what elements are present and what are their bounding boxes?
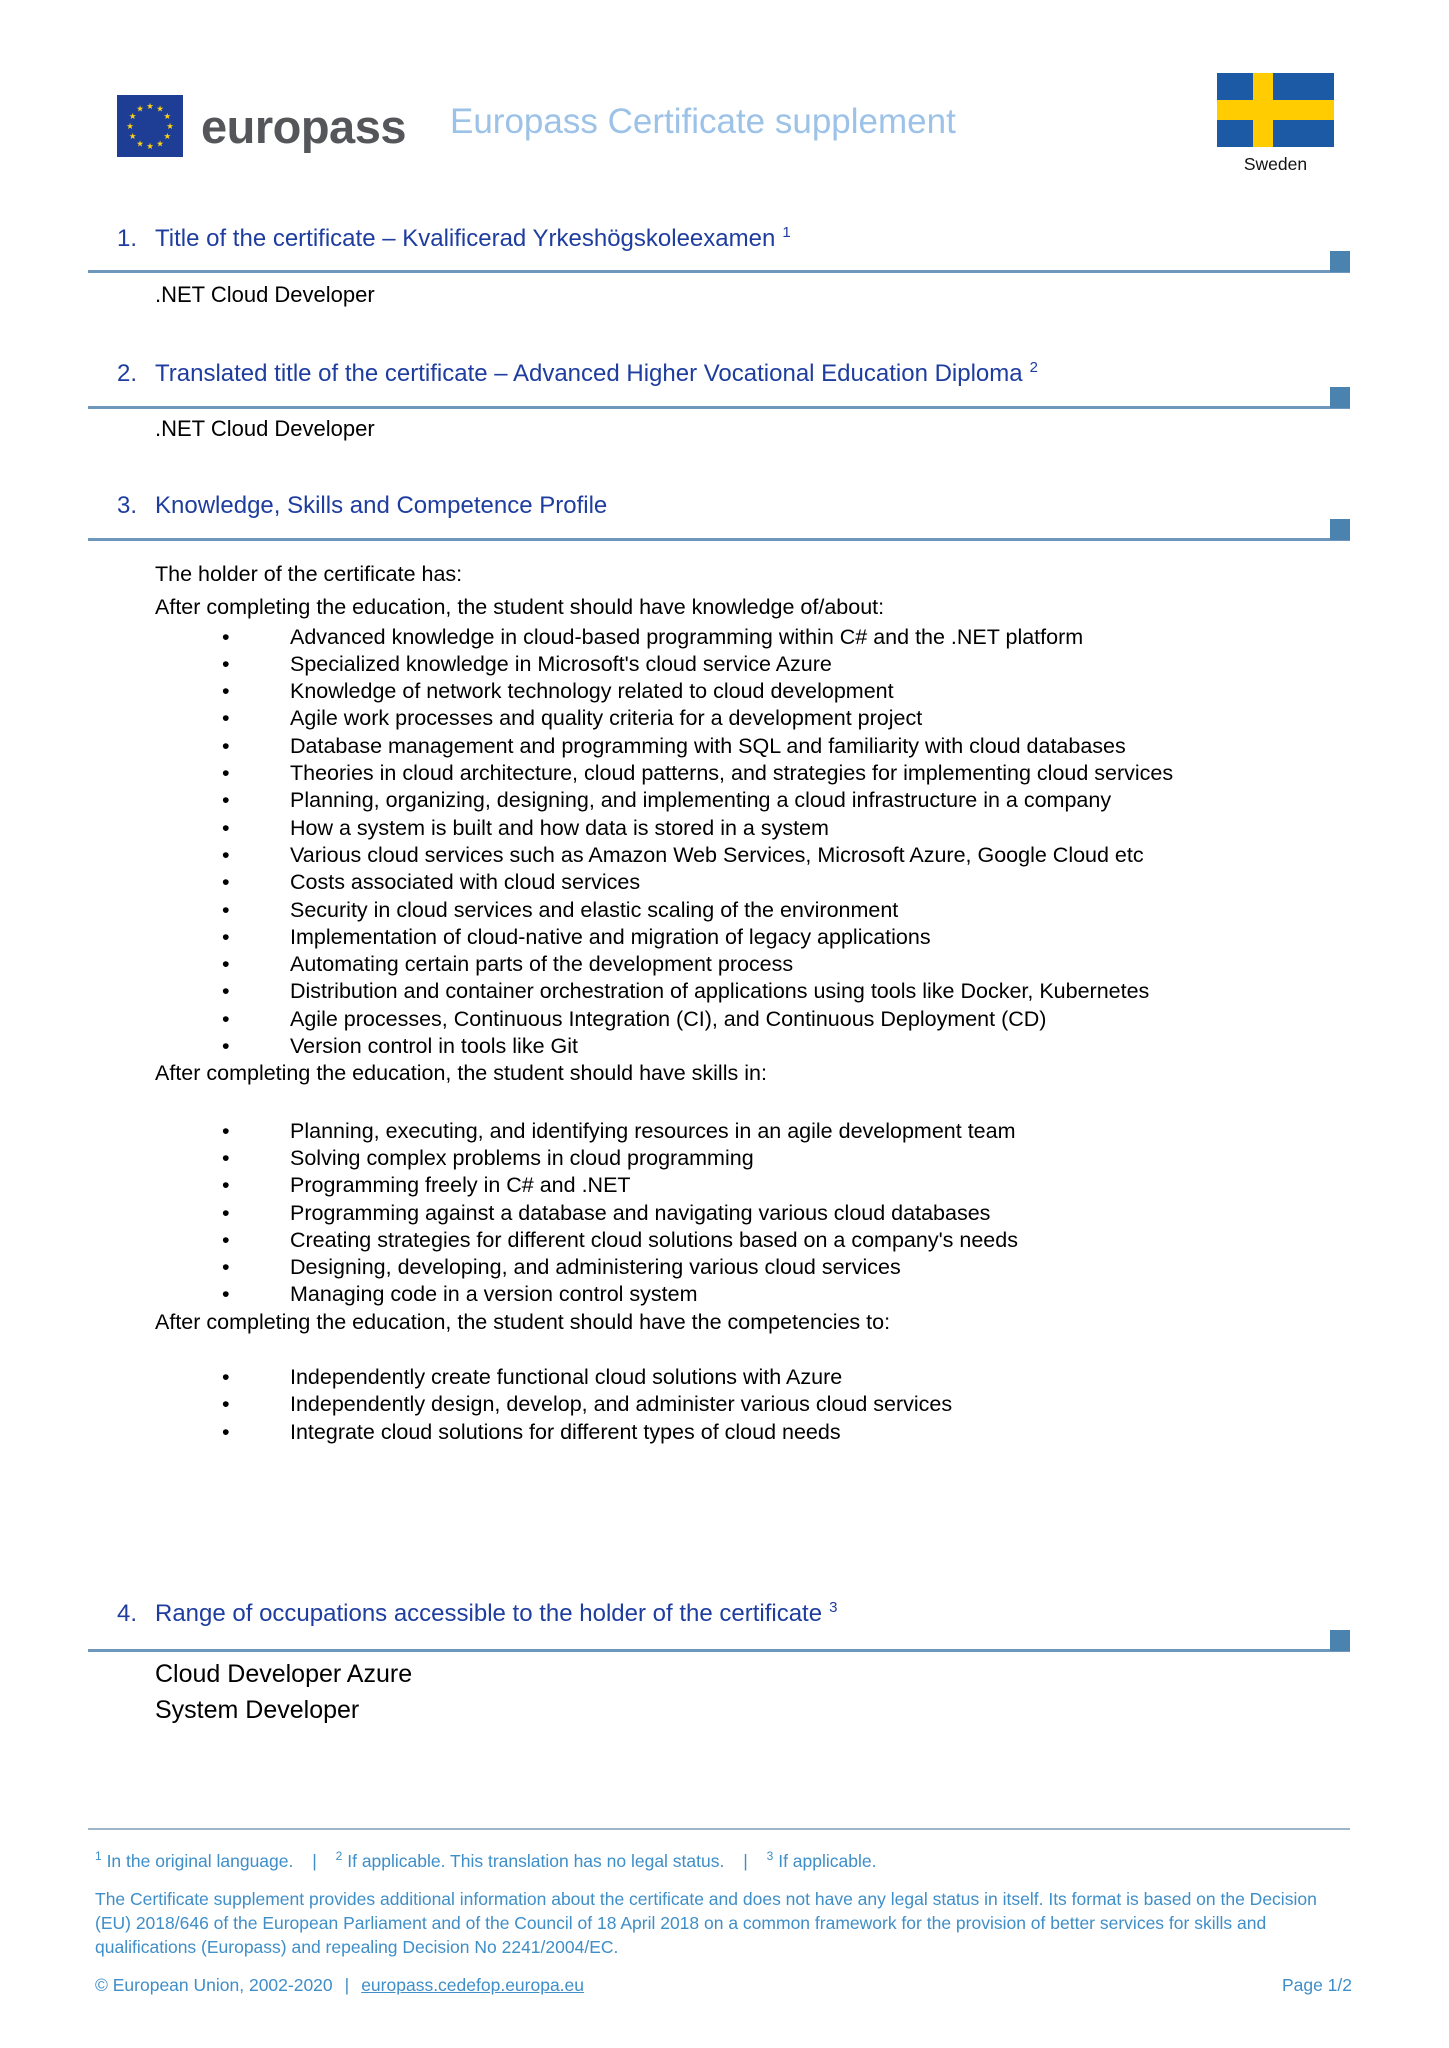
section-3-rule bbox=[88, 538, 1350, 541]
occupations-list bbox=[155, 1656, 412, 1728]
knowledge-item: • Specialized knowledge in Microsoft's cloud service Azure bbox=[155, 651, 1315, 678]
knowledge-item: • Various cloud services such as Amazon Web Services, Microsoft Azure, Google Cloud etc bbox=[155, 842, 1315, 869]
section-4-heading bbox=[117, 1599, 837, 1628]
section-1-title: Title of the certificate – Kvalificerad Yrkeshögskoleexamen bbox=[155, 225, 776, 252]
section-1-number: 1. bbox=[117, 225, 138, 252]
knowledge-item: • How a system is built and how data is stored in a system bbox=[155, 815, 1315, 842]
svg-text:★: ★ bbox=[128, 132, 137, 142]
footnote-separator: | bbox=[743, 1850, 748, 1871]
knowledge-item: • Agile work processes and quality criteria for a development project bbox=[155, 705, 1315, 732]
svg-text:★: ★ bbox=[166, 122, 174, 132]
knowledge-item: • Distribution and container orchestration of applications using tools like Docker, Kubernetes bbox=[155, 978, 1315, 1005]
competency-item: • Integrate cloud solutions for different types of cloud needs bbox=[155, 1419, 1315, 1446]
footnote-2: $^2$ If applicable. This translation has no legal status. bbox=[335, 1849, 725, 1871]
knowledge-item: • Database management and programming with SQL and familiarity with cloud databases bbox=[155, 733, 1315, 760]
section-1-footnote-ref: 1 bbox=[782, 224, 791, 241]
knowledge-list bbox=[155, 624, 1315, 1061]
copyright-separator: | bbox=[344, 1974, 350, 1995]
svg-text:★: ★ bbox=[128, 112, 137, 122]
svg-text:★: ★ bbox=[136, 139, 144, 150]
europass-logo-text: europass bbox=[201, 99, 406, 153]
section-4-rule bbox=[88, 1649, 1350, 1652]
certificate-title-value: .NET Cloud Developer bbox=[155, 282, 375, 307]
knowledge-item: • Implementation of cloud-native and migration of legacy applications bbox=[155, 924, 1315, 951]
footnote-separator: | bbox=[312, 1850, 317, 1871]
svg-text:★: ★ bbox=[126, 122, 134, 132]
page-number: Page 1/2 bbox=[1281, 1974, 1352, 1995]
skills-list bbox=[155, 1118, 1315, 1309]
skill-item: • Designing, developing, and administering various cloud services bbox=[155, 1254, 1315, 1281]
section-rule-square bbox=[1330, 387, 1350, 408]
eu-flag-icon bbox=[117, 95, 183, 157]
section-2-footnote-ref: 2 bbox=[1029, 359, 1038, 376]
competencies-intro: After completing the education, the student should have the competencies to: bbox=[155, 1309, 891, 1334]
section-2-number: 2. bbox=[117, 360, 138, 387]
skill-item: • Managing code in a version control system bbox=[155, 1281, 1315, 1308]
knowledge-item: • Costs associated with cloud services bbox=[155, 869, 1315, 896]
svg-text:★: ★ bbox=[146, 142, 154, 152]
skill-item: • Planning, executing, and identifying resources in an agile development team bbox=[155, 1118, 1315, 1145]
skills-intro: After completing the education, the student should have skills in: bbox=[155, 1061, 767, 1086]
competence-profile bbox=[155, 561, 1315, 1446]
skill-item: • Solving complex problems in cloud programming bbox=[155, 1145, 1315, 1172]
section-rule-square bbox=[1330, 519, 1350, 540]
knowledge-item: • Knowledge of network technology related to cloud development bbox=[155, 678, 1315, 705]
knowledge-item: • Agile processes, Continuous Integration (CI), and Continuous Deployment (CD) bbox=[155, 1006, 1315, 1033]
section-3-title: Knowledge, Skills and Competence Profile bbox=[155, 492, 608, 519]
section-4-number: 4. bbox=[117, 1600, 138, 1627]
translated-title-value: .NET Cloud Developer bbox=[155, 416, 375, 441]
svg-text:★: ★ bbox=[156, 139, 164, 150]
profile-intro: The holder of the certificate has: bbox=[155, 562, 463, 586]
footer-bottom-row bbox=[95, 1975, 1352, 1996]
copyright-text: © European Union, 2002-2020 bbox=[95, 1974, 333, 1995]
occupation-item: System Developer bbox=[155, 1696, 360, 1724]
legal-text: The Certificate supplement provides additional information about the certificate and does not have any legal status in itself. Its format is based on the Decision (EU) 2018/646 of the European Parliament and of the Council of 18 April 2018 on a common framework for the provision of better services for skills and qualifications (Europass) and repealing Decision No 2241/2004/EC. bbox=[95, 1888, 1317, 1958]
section-3-number: 3. bbox=[117, 492, 138, 519]
knowledge-intro: After completing the education, the student should have knowledge of/about: bbox=[155, 595, 885, 620]
competencies-list bbox=[155, 1364, 1315, 1446]
footer bbox=[95, 1843, 1352, 1996]
svg-text:★: ★ bbox=[163, 132, 172, 142]
knowledge-item: • Version control in tools like Git bbox=[155, 1033, 1315, 1060]
europass-logo bbox=[117, 95, 406, 157]
knowledge-item: • Automating certain parts of the development process bbox=[155, 951, 1315, 978]
country-label: Sweden bbox=[1243, 154, 1308, 174]
svg-text:★: ★ bbox=[136, 104, 144, 115]
section-2-heading bbox=[117, 359, 1038, 388]
section-3-heading bbox=[117, 492, 607, 520]
country-block bbox=[1217, 73, 1334, 175]
section-1-rule bbox=[88, 270, 1350, 273]
section-4-footnote-ref: 3 bbox=[829, 1599, 838, 1616]
svg-text:★: ★ bbox=[163, 112, 172, 122]
section-2-title: Translated title of the certificate – Advanced Higher Vocational Education Diploma bbox=[155, 360, 1023, 387]
document-title: Europass Certificate supplement bbox=[450, 102, 956, 141]
skill-item: • Programming freely in C# and .NET bbox=[155, 1172, 1315, 1199]
svg-text:★: ★ bbox=[156, 104, 164, 115]
footnotes bbox=[95, 1843, 1352, 1874]
footer-divider bbox=[88, 1828, 1350, 1830]
knowledge-item: • Advanced knowledge in cloud-based programming within C# and the .NET platform bbox=[155, 624, 1315, 651]
competency-item: • Independently create functional cloud solutions with Azure bbox=[155, 1364, 1315, 1391]
knowledge-item: • Theories in cloud architecture, cloud patterns, and strategies for implementing cloud services bbox=[155, 760, 1315, 787]
section-rule-square bbox=[1330, 251, 1350, 272]
sweden-flag-icon bbox=[1217, 73, 1334, 147]
section-4-title: Range of occupations accessible to the holder of the certificate bbox=[155, 1600, 823, 1627]
skill-item: • Creating strategies for different cloud solutions based on a company's needs bbox=[155, 1227, 1315, 1254]
competency-item: • Independently design, develop, and administer various cloud services bbox=[155, 1391, 1315, 1418]
footnote-3: $^3$ If applicable. bbox=[766, 1849, 877, 1871]
section-2-rule bbox=[88, 406, 1350, 409]
knowledge-item: • Planning, organizing, designing, and implementing a cloud infrastructure in a company bbox=[155, 787, 1315, 814]
occupation-item: Cloud Developer Azure bbox=[155, 1660, 413, 1688]
knowledge-item: • Security in cloud services and elastic scaling of the environment bbox=[155, 897, 1315, 924]
skill-item: • Programming against a database and navigating various cloud databases bbox=[155, 1200, 1315, 1227]
section-rule-square bbox=[1330, 1630, 1350, 1651]
europass-website-link[interactable]: europass.cedefop.europa.eu bbox=[361, 1974, 585, 1995]
footnote-1: $^1$ In the original language. bbox=[95, 1849, 294, 1871]
svg-text:★: ★ bbox=[146, 102, 154, 112]
section-1-heading bbox=[117, 224, 791, 253]
